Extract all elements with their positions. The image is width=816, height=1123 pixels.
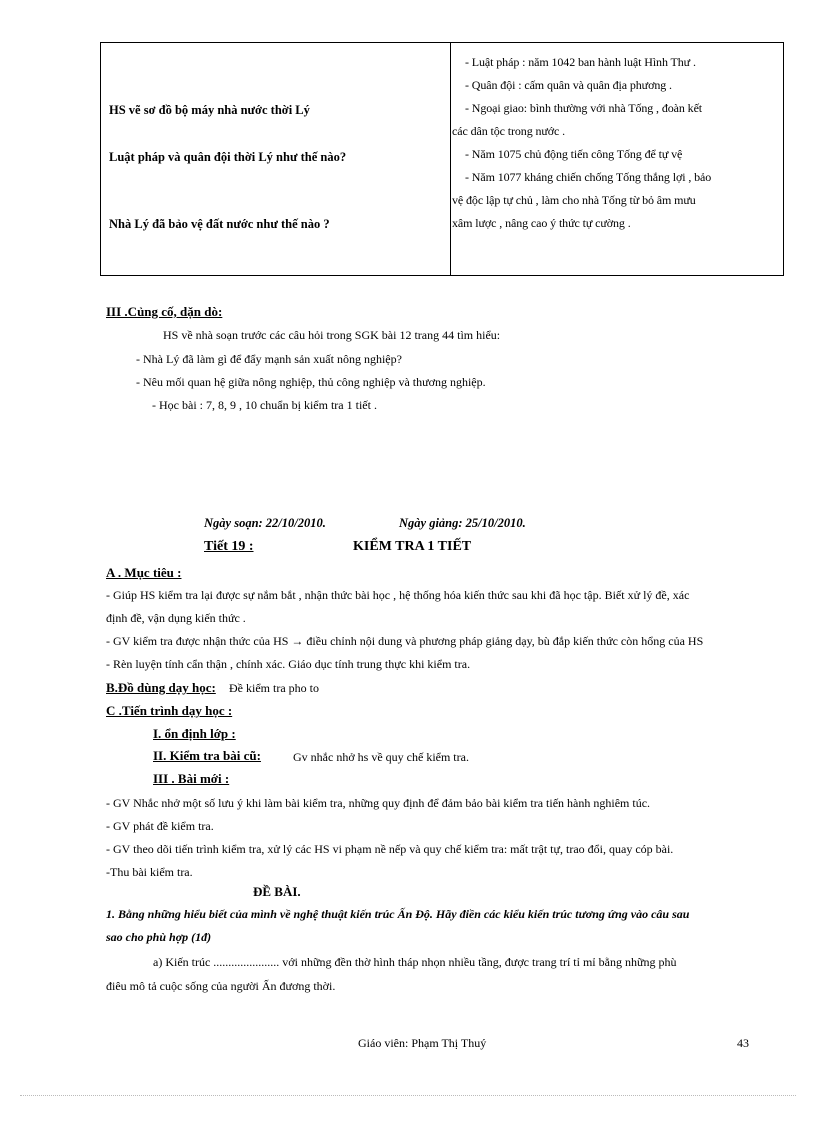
process-heading: C .Tiến trình dạy học : bbox=[106, 703, 233, 718]
table-divider bbox=[450, 43, 451, 275]
step2-value: Gv nhắc nhở hs về quy chế kiểm tra. bbox=[293, 750, 469, 764]
objective-line-3: - GV kiểm tra được nhận thức của HS → điều chỉnh nội dung và phương pháp giảng dạy, bù đắp kiến thức còn hổng của HS bbox=[106, 634, 704, 648]
page-bottom-divider bbox=[20, 1095, 796, 1096]
exam-heading: ĐỀ BÀI. bbox=[253, 884, 301, 899]
step2-heading: II. Kiểm tra bài cũ: bbox=[153, 748, 261, 763]
step3-heading: III . Bài mới : bbox=[153, 771, 230, 786]
answer-line-3: - Ngoại giao: bình thường với nhà Tống , đoàn kết bbox=[465, 101, 703, 115]
lesson-table bbox=[100, 42, 784, 276]
answer-line-7: vệ độc lập tự chủ , làm cho nhà Tống từ bỏ âm mưu bbox=[452, 193, 696, 207]
answer-line-4: các dân tộc trong nước . bbox=[452, 124, 566, 138]
step3-line-1: - GV Nhắc nhở một số lưu ý khi làm bài kiểm tra, những quy định để đảm bảo bài kiểm tra tiến hành nghiêm túc. bbox=[106, 796, 651, 810]
objectives-heading: A . Mục tiêu : bbox=[106, 565, 182, 580]
section3-line-2: - Nhà Lý đã làm gì để đẩy mạnh sản xuất nông nghiệp? bbox=[136, 352, 402, 366]
section3-line-4: - Học bài : 7, 8, 9 , 10 chuẩn bị kiểm tra 1 tiết . bbox=[152, 398, 377, 412]
question-cell-2: Luật pháp và quân đội thời Lý như thế nào? bbox=[109, 150, 347, 164]
materials-value: Đề kiểm tra pho to bbox=[229, 681, 319, 695]
materials-heading: B.Đồ dùng dạy học: bbox=[106, 680, 216, 695]
question-cell-1: HS vẽ sơ đồ bộ máy nhà nước thời Lý bbox=[109, 103, 310, 117]
objective-line-1: - Giúp HS kiểm tra lại được sự nắm bắt , nhận thức bài học , hệ thống hóa kiến thức sau khi đã học tập. Biết xử lý đề, xác bbox=[106, 588, 690, 602]
step3-line-3: - GV theo dõi tiến trình kiểm tra, xử lý các HS vi phạm nề nếp và quy chế kiểm tra: mất trật tự, trao đổi, quay cóp bài. bbox=[106, 842, 674, 856]
section3-line-3: - Nêu mối quan hệ giữa nông nghiệp, thủ công nghiệp và thương nghiệp. bbox=[136, 375, 486, 389]
objective-line-4: - Rèn luyện tính cẩn thận , chính xác. Giáo dục tính trung thực khi kiểm tra. bbox=[106, 657, 471, 671]
date-prepared: Ngày soạn: 22/10/2010. bbox=[204, 516, 326, 530]
section3-heading: III .Củng cố, dặn dò: bbox=[106, 304, 223, 319]
period-label: Tiết 19 : bbox=[204, 539, 254, 554]
answer-line-5: - Năm 1075 chủ động tiến công Tống để tự vệ bbox=[465, 147, 683, 161]
lesson-title: KIỂM TRA 1 TIẾT bbox=[353, 539, 472, 554]
footer-page-number: 43 bbox=[737, 1036, 749, 1050]
answer-line-2: - Quân đội : cấm quân và quân địa phương . bbox=[465, 78, 672, 92]
question1a-line-1: a) Kiến trúc ...................... với những đền thờ hình tháp nhọn nhiều tầng, được trang trí tỉ mỉ bằng những phù bbox=[153, 955, 677, 969]
question1-line-1: 1. Bằng những hiểu biết của mình về nghệ thuật kiến trúc Ấn Độ. Hãy điền các kiểu kiến trúc tương ứng vào câu sau bbox=[106, 907, 690, 921]
question1-line-2: sao cho phù hợp (1đ) bbox=[106, 930, 212, 944]
step1-heading: I. ổn định lớp : bbox=[153, 726, 236, 741]
answer-line-6: - Năm 1077 kháng chiến chống Tống thắng lợi , bảo bbox=[465, 170, 712, 184]
step3-line-4: -Thu bài kiểm tra. bbox=[106, 865, 193, 879]
question-cell-3: Nhà Lý đã bảo vệ đất nước như thế nào ? bbox=[109, 217, 330, 231]
answer-line-1: - Luật pháp : năm 1042 ban hành luật Hình Thư . bbox=[465, 55, 696, 69]
section3-line-1: HS về nhà soạn trước các câu hỏi trong SGK bài 12 trang 44 tìm hiểu: bbox=[163, 328, 501, 342]
answer-line-8: xâm lược , nâng cao ý thức tự cường . bbox=[452, 216, 631, 230]
date-taught: Ngày giảng: 25/10/2010. bbox=[399, 516, 526, 530]
step3-line-2: - GV phát đề kiểm tra. bbox=[106, 819, 214, 833]
question1a-line-2: điêu mô tả cuộc sống của người Ấn đương thời. bbox=[106, 979, 336, 993]
objective-line-2: định đề, vận dụng kiến thức . bbox=[106, 611, 246, 625]
footer-teacher: Giáo viên: Phạm Thị Thuý bbox=[358, 1036, 487, 1050]
